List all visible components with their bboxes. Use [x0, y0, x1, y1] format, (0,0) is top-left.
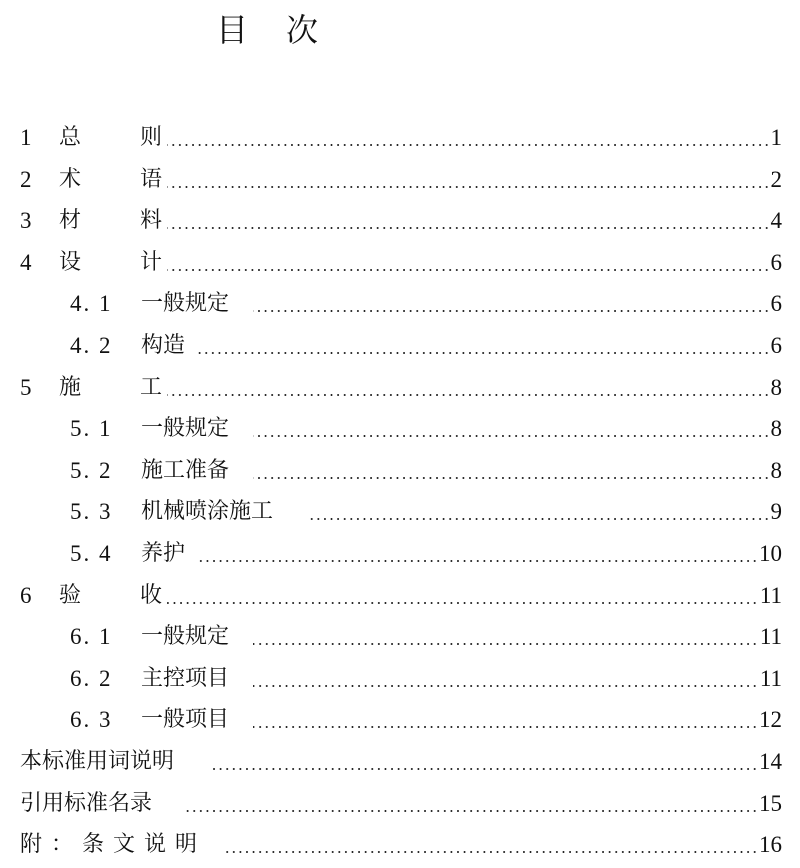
toc-entry-chapter-1[interactable] — [0, 117, 800, 159]
chapter-title-char-2: 则 — [140, 125, 163, 150]
page-number: 6 — [770, 291, 782, 317]
section-number: 4. 2 — [70, 333, 113, 358]
section-title: 一般规定 — [141, 291, 230, 317]
dot-leader — [164, 367, 770, 409]
toc-entry-chapter-5[interactable] — [0, 367, 800, 409]
toc-title-char-2: 次 — [286, 11, 319, 49]
section-number: 6. 1 — [70, 624, 113, 650]
section-title: 一般规定 — [141, 624, 230, 650]
chapter-title-char-2: 收 — [140, 582, 163, 608]
section-number: 5. 4 — [70, 541, 113, 566]
section-title: 机械喷涂施工 — [141, 499, 274, 525]
chapter-number: 5 — [20, 374, 32, 400]
entry-title: 本标准用词说明 — [20, 749, 175, 774]
toc-entry-appendix-explanation[interactable] — [0, 824, 800, 866]
chapter-title-char-1: 验 — [59, 582, 82, 608]
page-number: 11 — [759, 665, 782, 691]
chapter-title-char-1: 术 — [59, 166, 82, 192]
chapter-number: 2 — [20, 166, 32, 192]
section-title: 施工准备 — [141, 457, 230, 483]
toc-entry-section-5-4[interactable] — [0, 533, 800, 575]
page-number: 8 — [770, 374, 782, 400]
toc-entry-referenced-standards[interactable] — [0, 783, 800, 825]
page-number: 8 — [770, 457, 782, 483]
toc-entry-chapter-6[interactable] — [0, 575, 800, 617]
entry-title: 附：条文说明 — [20, 832, 207, 858]
dot-leader — [250, 616, 758, 658]
chapter-title-char-1: 总 — [59, 125, 82, 150]
page-number: 6 — [770, 249, 782, 275]
page-number: 11 — [759, 624, 782, 650]
dot-leader — [164, 575, 758, 617]
page-number: 11 — [759, 582, 782, 608]
section-number: 4. 1 — [70, 291, 113, 317]
page-number: 10 — [759, 541, 782, 566]
toc-entry-chapter-2[interactable] — [0, 159, 800, 201]
section-number: 5. 2 — [70, 457, 113, 483]
page-number: 12 — [759, 707, 782, 733]
toc-entry-section-6-2[interactable] — [0, 658, 800, 700]
page-number: 6 — [770, 333, 782, 358]
section-title: 养护 — [141, 541, 186, 566]
page-number: 8 — [770, 416, 782, 442]
section-number: 5. 1 — [70, 416, 113, 442]
dot-leader — [250, 658, 758, 700]
section-title: 一般规定 — [141, 416, 230, 442]
section-number: 5. 3 — [70, 499, 113, 525]
chapter-title-char-2: 计 — [140, 249, 163, 275]
dot-leader — [164, 159, 770, 201]
dot-leader — [250, 283, 770, 325]
entry-title: 引用标准名录 — [20, 790, 153, 816]
chapter-title-char-2: 工 — [140, 374, 163, 400]
page-number: 9 — [770, 499, 782, 525]
dot-leader — [164, 200, 770, 242]
dot-leader — [164, 117, 770, 159]
chapter-title-char-1: 施 — [59, 374, 82, 400]
section-number: 6. 3 — [70, 707, 113, 733]
dot-leader — [306, 491, 770, 533]
toc-entry-section-5-3[interactable] — [0, 491, 800, 533]
dot-leader — [250, 699, 758, 741]
chapter-title-char-1: 材 — [59, 208, 82, 234]
dot-leader — [194, 533, 758, 575]
chapter-number: 6 — [20, 582, 32, 608]
toc-entry-section-4-2[interactable] — [0, 325, 800, 367]
page-number: 1 — [770, 125, 782, 150]
page-number: 15 — [759, 790, 782, 816]
toc-entry-standard-wording[interactable] — [0, 741, 800, 783]
chapter-title-char-2: 语 — [140, 166, 163, 192]
dot-leader — [164, 242, 770, 284]
toc-entry-chapter-3[interactable] — [0, 200, 800, 242]
dot-leader — [250, 408, 770, 450]
chapter-title-char-1: 设 — [59, 249, 82, 275]
page-number: 2 — [770, 166, 782, 192]
chapter-number: 3 — [20, 208, 32, 234]
section-title: 一般项目 — [141, 707, 230, 733]
dot-leader — [180, 783, 758, 825]
section-title: 主控项目 — [141, 665, 230, 691]
page-number: 16 — [759, 832, 782, 858]
toc-entry-section-5-1[interactable] — [0, 408, 800, 450]
chapter-number: 1 — [20, 125, 32, 150]
chapter-number: 4 — [20, 249, 32, 275]
toc-entry-section-5-2[interactable] — [0, 450, 800, 492]
section-title: 构造 — [141, 333, 186, 358]
toc-title — [0, 8, 800, 52]
section-number: 6. 2 — [70, 665, 113, 691]
dot-leader — [208, 741, 758, 783]
page-number: 14 — [759, 749, 782, 774]
dot-leader — [194, 325, 770, 367]
dot-leader — [250, 450, 770, 492]
toc-entry-section-6-1[interactable] — [0, 616, 800, 658]
toc-entry-section-4-1[interactable] — [0, 283, 800, 325]
page-number: 4 — [770, 208, 782, 234]
toc-entry-chapter-4[interactable] — [0, 242, 800, 284]
toc-entry-section-6-3[interactable] — [0, 699, 800, 741]
chapter-title-char-2: 料 — [140, 208, 163, 234]
dot-leader — [222, 824, 758, 866]
toc-title-char-1: 目 — [216, 11, 249, 49]
